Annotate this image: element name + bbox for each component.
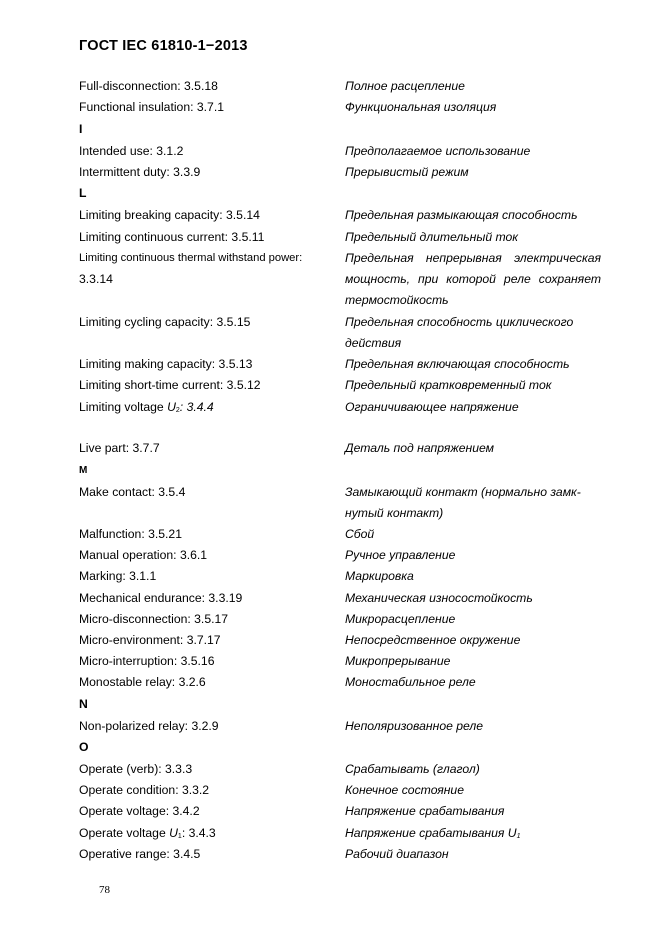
term-english: Micro-disconnection: 3.5.17	[79, 612, 229, 626]
section-letter: L	[79, 186, 87, 200]
term-russian: Прерывистый режим	[345, 165, 469, 179]
term-english: Operate (verb): 3.3.3	[79, 762, 193, 776]
term-russian-continuation: нутый контакт)	[345, 506, 444, 520]
term-russian: Предполагаемое использование	[345, 144, 531, 158]
term-row-continuation	[0, 503, 661, 523]
term-row	[0, 759, 661, 779]
term-russian: Маркировка	[345, 569, 414, 583]
term-russian: Микрорасцепление	[345, 612, 456, 626]
term-russian: Моностабильное реле	[345, 675, 476, 689]
term-russian: Неполяризованное реле	[345, 719, 484, 733]
term-english: Micro-interruption: 3.5.16	[79, 654, 215, 668]
term-row	[0, 651, 661, 671]
term-row	[0, 672, 661, 692]
section-letter: M	[79, 465, 88, 476]
term-english: Operate condition: 3.3.2	[79, 783, 210, 797]
term-english: Operate voltage $U_1$: 3.4.3	[79, 826, 216, 840]
term-russian: Напряжение срабатывания $U_1$	[345, 826, 521, 840]
term-row	[0, 76, 661, 96]
term-russian: Предельная размыкающая способность	[345, 208, 578, 222]
term-row	[0, 716, 661, 736]
term-russian: Ручное управление	[345, 548, 456, 562]
term-row	[0, 609, 661, 629]
term-russian: Полное расцепление	[345, 79, 465, 93]
term-english: Limiting cycling capacity: 3.5.15	[79, 315, 251, 329]
term-russian: Конечное состояние	[345, 783, 464, 797]
term-english: Limiting breaking capacity: 3.5.14	[79, 208, 260, 222]
term-english: Non-polarized relay: 3.2.9	[79, 719, 219, 733]
term-row	[0, 162, 661, 182]
term-row	[0, 823, 661, 843]
term-russian-continuation: действия	[345, 336, 402, 350]
term-row-continuation	[0, 290, 661, 310]
term-row	[0, 780, 661, 800]
term-row	[0, 312, 661, 332]
term-row	[0, 205, 661, 225]
term-english-continuation: 3.3.14	[79, 272, 113, 286]
term-english: Functional insulation: 3.7.1	[79, 100, 224, 114]
term-english: Limiting continuous current: 3.5.11	[79, 230, 265, 244]
term-english: Full-disconnection: 3.5.18	[79, 79, 218, 93]
term-russian-continuation: термостойкость	[345, 293, 449, 307]
term-english: Live part: 3.7.7	[79, 441, 160, 455]
term-english: Make contact: 3.5.4	[79, 485, 186, 499]
term-row	[0, 545, 661, 565]
term-row	[0, 844, 661, 864]
section-letter: N	[79, 697, 88, 711]
term-russian: Срабатывать (глагол)	[345, 762, 480, 776]
term-english: Marking: 3.1.1	[79, 569, 157, 583]
term-english: Intermittent duty: 3.3.9	[79, 165, 201, 179]
term-english: Malfunction: 3.5.21	[79, 527, 182, 541]
term-english: Manual operation: 3.6.1	[79, 548, 208, 562]
term-russian: Непосредственное окружение	[345, 633, 521, 647]
term-russian: Сбой	[345, 527, 375, 541]
term-english: Micro-environment: 3.7.17	[79, 633, 221, 647]
term-row	[0, 97, 661, 117]
term-english: Limiting voltage $U_2$: 3.4.4	[79, 400, 214, 414]
term-russian: Предельный кратковременный ток	[345, 378, 552, 392]
term-row	[0, 375, 661, 395]
term-row	[0, 354, 661, 374]
term-row	[0, 438, 661, 458]
term-english: Monostable relay: 3.2.6	[79, 675, 206, 689]
term-russian: Функциональная изоляция	[345, 100, 497, 114]
page-number: 78	[99, 884, 110, 896]
section-letter: I	[79, 122, 83, 136]
section-letter: O	[79, 740, 89, 754]
term-row	[0, 588, 661, 608]
term-russian: Микропрерывание	[345, 654, 451, 668]
term-row	[0, 630, 661, 650]
term-russian: Предельная непрерывная электрическая	[345, 251, 601, 265]
term-english: Limiting making capacity: 3.5.13	[79, 357, 253, 371]
term-russian: Предельная включающая способность	[345, 357, 570, 371]
term-row	[0, 801, 661, 821]
term-row	[0, 566, 661, 586]
term-russian: Предельная способность циклического	[345, 315, 574, 329]
term-english: Limiting continuous thermal withstand power:	[79, 252, 303, 264]
term-russian: Ограничивающее напряжение	[345, 400, 519, 414]
term-row	[0, 227, 661, 247]
page-header: ГОСТ IEC 61810-1−2013	[79, 38, 248, 54]
term-row-continuation	[0, 333, 661, 353]
term-english: Mechanical endurance: 3.3.19	[79, 591, 243, 605]
term-russian: Предельный длительный ток	[345, 230, 519, 244]
term-russian: Напряжение срабатывания	[345, 804, 505, 818]
term-russian: Замыкающий контакт (нормально замк-	[345, 485, 581, 499]
term-row	[0, 248, 661, 268]
term-english: Intended use: 3.1.2	[79, 144, 184, 158]
term-english: Operative range: 3.4.5	[79, 847, 201, 861]
term-russian: Механическая износостойкость	[345, 591, 533, 605]
term-row	[0, 397, 661, 417]
term-english: Limiting short-time current: 3.5.12	[79, 378, 261, 392]
term-row	[0, 482, 661, 502]
term-russian: Деталь под напряжением	[345, 441, 495, 455]
term-russian-continuation: мощность, при которой реле сохраняет	[345, 272, 601, 286]
term-english: Operate voltage: 3.4.2	[79, 804, 200, 818]
term-row	[0, 141, 661, 161]
term-row-continuation	[0, 269, 661, 289]
term-row	[0, 524, 661, 544]
term-russian: Рабочий диапазон	[345, 847, 449, 861]
